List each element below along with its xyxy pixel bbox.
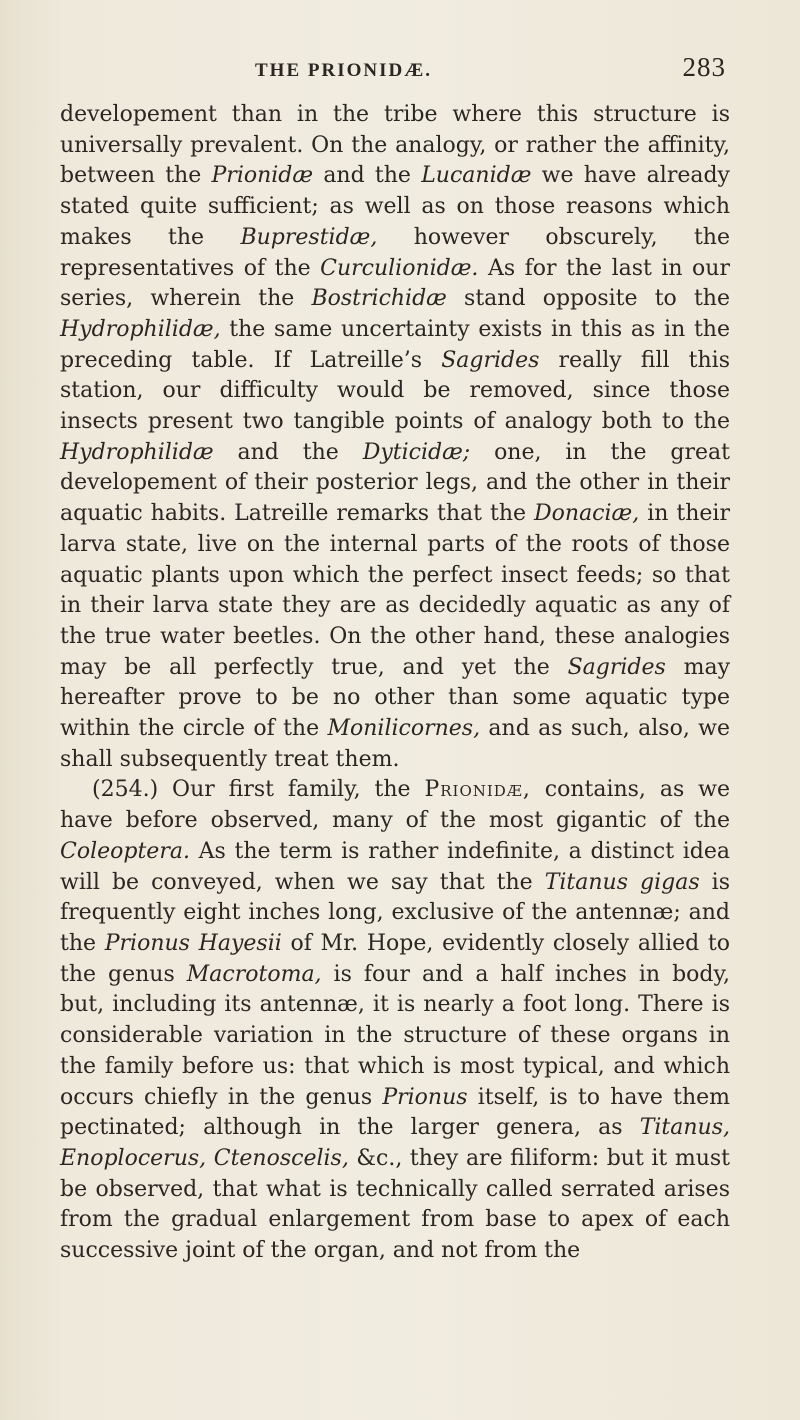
paragraph-continuation: developement than in the tribe where this structure is universally prevalent. On the analogy, or rather the affinity, between the Prionidæ and the Lucanidæ we have already stated quite sufficient; as well as on those reasons which makes the Buprestidæ, however obscurely, the representatives of the Curculionidæ. As for the last in our series, wherein the Bostrichidæ stand opposite to the Hydrophilidæ, the same uncertainty exists in this as in the preceding table. If Latreille’s Sagrides really fill this station, our difficulty would be removed, since those insects present two tangible points of analogy both to the Hydrophilidæ and the Dyticidæ; one, in the great developement of their posterior legs, and the other in their aquatic habits. Latreille remarks that the Donaciæ, in their larva state, live on the internal parts of the roots of those aquatic plants upon which the perfect insect feeds; so that in their larva state they are as decidedly aquatic as any of the true water beetles. On the other hand, these analogies may be all perfectly true, and yet the Sagrides may hereafter prove to be no other than some aquatic type within the circle of the Monilicornes, and as such, also, we shall subsequently treat them.: [60, 102, 731, 772]
running-head: THE PRIONIDÆ.: [255, 60, 432, 81]
page-header: [60, 52, 726, 86]
page-number: 283: [682, 52, 726, 82]
paragraph-254: (254.) Our first family, the Prionidæ, contains, as we have before observed, many of the most gigantic of the Coleoptera. As the term is rather indefinite, a distinct idea will be conveyed, when we say that the Titanus gigas is frequently eight inches long, exclusive of the antennæ; and the Prionus Hayesii of Mr. Hope, evidently closely allied to the genus Macrotoma, is four and a half inches in body, but, including its antennæ, it is nearly a foot long. There is considerable variation in the structure of these organs in the family before us: that which is most typical, and which occurs chiefly in the genus Prionus itself, is to have them pectinated; although in the larger genera, as Titanus, Enoplocerus, Ctenoscelis, &c., they are filiform: but it must be observed, that what is technically called serrated arises from the gradual enlargement from base to apex of each successive joint of the organ, and not from the: [60, 777, 731, 1264]
body-text: [60, 100, 730, 1267]
